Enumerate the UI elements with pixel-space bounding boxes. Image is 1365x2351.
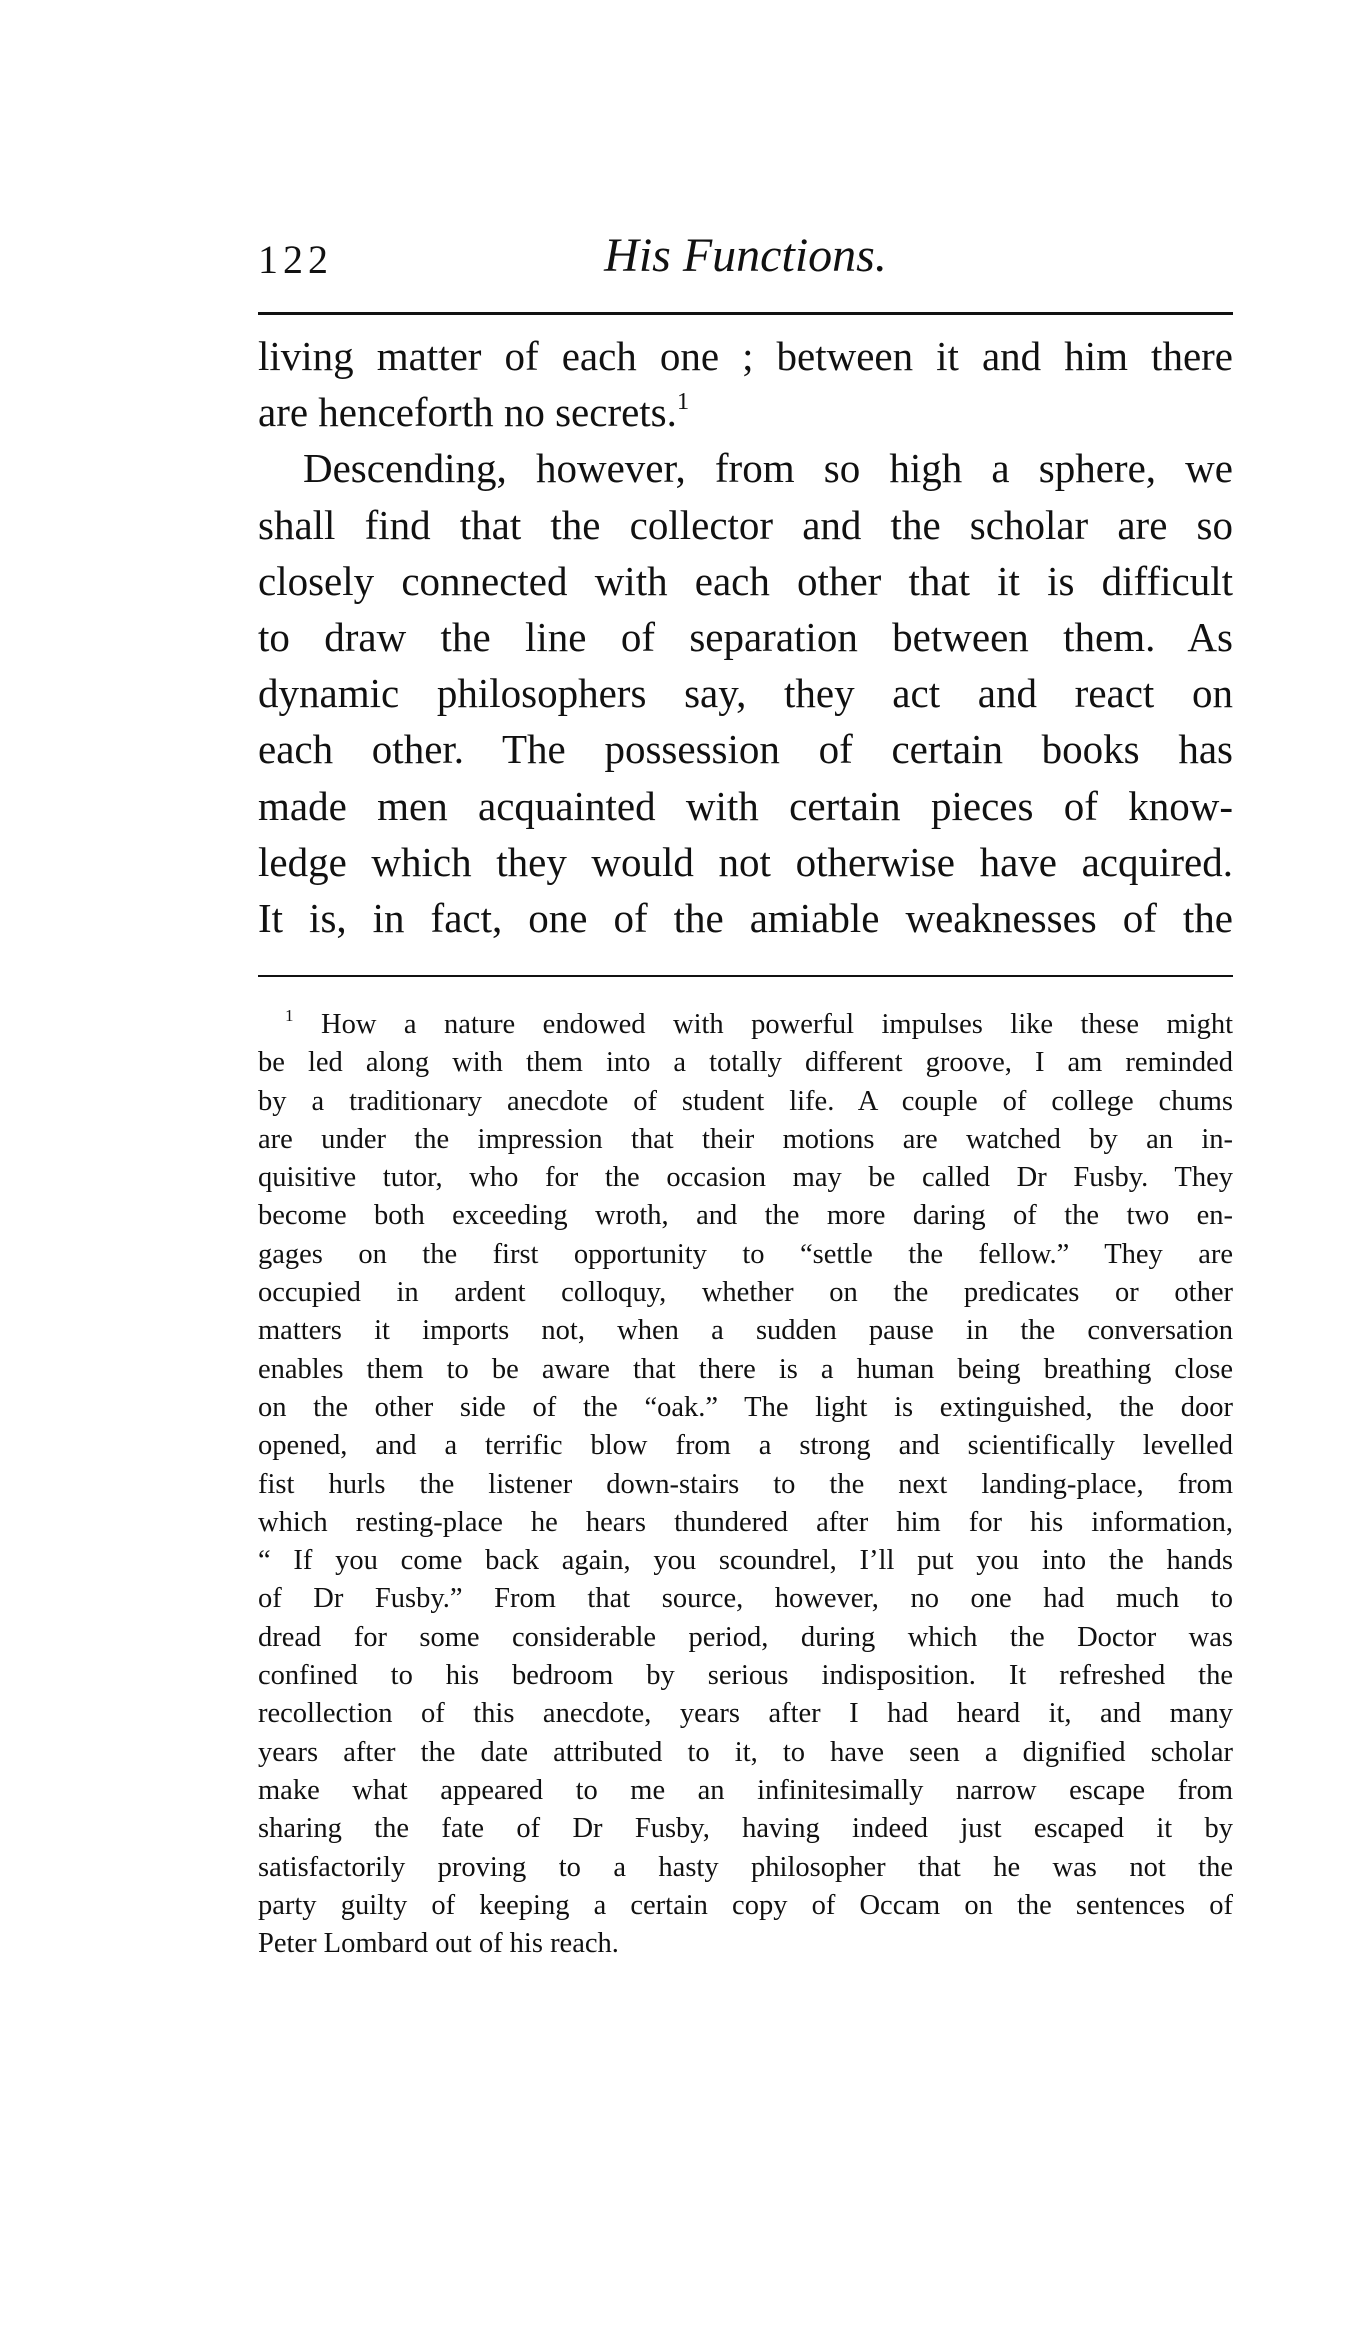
footnote-line-text: be led along with them into a totally different groove, I am reminded [258, 1047, 1233, 1079]
footnote-line-text: by a traditionary anecdote of student life. A couple of college chums [258, 1085, 1233, 1117]
body-line-text: closely connected with each other that it is difficult [258, 557, 1233, 604]
header-rule [258, 312, 1233, 315]
body-line [258, 328, 1233, 384]
body-line-text: each other. The possession of certain books has [258, 726, 1233, 773]
footnote-line-text: dread for some considerable period, during which the Doctor was [258, 1621, 1233, 1653]
footnote-line-text: enables them to be aware that there is a human being breathing close [258, 1353, 1233, 1385]
body-line-text: It is, in fact, one of the amiable weaknesses of the [258, 894, 1233, 941]
footnote-line-text: fist hurls the listener down-stairs to the next landing-place, from [258, 1468, 1233, 1500]
footnote-line [258, 1121, 1233, 1159]
footnote-line [258, 1006, 1233, 1044]
body-line [258, 721, 1233, 777]
footnote-line [258, 1504, 1233, 1542]
footnote-line-text: make what appeared to me an infinitesimally narrow escape from [258, 1774, 1233, 1806]
footnote-line-text: matters it imports not, when a sudden pause in the conversation [258, 1315, 1233, 1347]
body-line [258, 440, 1233, 496]
body-line [258, 834, 1233, 890]
body-line-text: living matter of each one ; between it and him there [258, 333, 1233, 379]
body-line [258, 890, 1233, 946]
footnote-line [258, 1849, 1233, 1887]
body-line-text: to draw the line of separation between them. As [258, 613, 1233, 660]
footnote-line-text: quisitive tutor, who for the occasion may be called Dr Fusby. They [258, 1162, 1233, 1194]
footnote-line-text: gages on the first opportunity to “settle the fellow.” They are [258, 1238, 1233, 1270]
body-line [258, 778, 1233, 834]
footnote-line [258, 1542, 1233, 1580]
body-line [258, 665, 1233, 721]
footnote-line [258, 1580, 1233, 1618]
footnote-line [258, 1657, 1233, 1695]
footnote-line [258, 1925, 1233, 1963]
footnote-line-text: on the other side of the “oak.” The light is extinguished, the door [258, 1391, 1233, 1423]
footnote-line-text: which resting-place he hears thundered after him for his information, [258, 1506, 1233, 1538]
body-line [258, 497, 1233, 553]
body-line [258, 609, 1233, 665]
body-line-text: made men acquainted with certain pieces of know- [258, 782, 1233, 829]
footnote-line-text: confined to his bedroom by serious indisposition. It refreshed the [258, 1660, 1233, 1692]
footnote-line [258, 1887, 1233, 1925]
body-line-text: ledge which they would not otherwise have acquired. [258, 838, 1233, 885]
body-line [258, 553, 1233, 609]
footnote-line [258, 1389, 1233, 1427]
footnote-line-text: satisfactorily proving to a hasty philosopher that he was not the [258, 1851, 1233, 1883]
footnote-line-text: become both exceeding wroth, and the more daring of the two en- [258, 1200, 1233, 1232]
footnote-line [258, 1810, 1233, 1848]
footnote-line-text: are under the impression that their motions are watched by an in- [258, 1123, 1233, 1155]
footnote-marker: 1 [285, 1006, 294, 1026]
footnote-line-text: How a nature endowed with powerful impulses like these might [321, 1009, 1234, 1040]
footnote-line-text: “ If you come back again, you scoundrel, I’ll put you into the hands [258, 1545, 1233, 1577]
body-line-text: dynamic philosophers say, they act and react on [258, 670, 1233, 717]
footnote-line [258, 1083, 1233, 1121]
footnote-line [258, 1274, 1233, 1312]
running-title: His Functions. [604, 229, 887, 282]
body-line [258, 384, 1233, 440]
footnote-line [258, 1044, 1233, 1082]
footnote-line-text: of Dr Fusby.” From that source, however, no one had much to [258, 1583, 1233, 1615]
footnote-line [258, 1427, 1233, 1465]
footnote-line-text: Peter Lombard out of his reach. [258, 1928, 619, 1960]
footnote-line [258, 1466, 1233, 1504]
footnote-line-text: sharing the fate of Dr Fusby, having indeed just escaped it by [258, 1813, 1233, 1845]
footnote-line-text: party guilty of keeping a certain copy of Occam on the sentences of [258, 1889, 1233, 1921]
footnote-line [258, 1351, 1233, 1389]
body-line-text: are henceforth no secrets. [258, 389, 677, 436]
footnote [258, 1006, 1233, 1963]
footnote-line [258, 1619, 1233, 1657]
footnote-line-text: years after the date attributed to it, to have seen a dignified scholar [258, 1736, 1233, 1768]
page-number: 122 [258, 237, 333, 282]
footnote-line-text: recollection of this anecdote, years after I had heard it, and many [258, 1698, 1233, 1730]
footnote-reference: 1 [676, 387, 690, 415]
footnote-line [258, 1772, 1233, 1810]
body-text [258, 328, 1233, 946]
footnote-line [258, 1734, 1233, 1772]
footnote-line [258, 1236, 1233, 1274]
footnote-line-text: occupied in ardent colloquy, whether on the predicates or other [258, 1277, 1233, 1309]
footnote-line [258, 1312, 1233, 1350]
footnote-line [258, 1695, 1233, 1733]
footnote-line-text: opened, and a terrific blow from a strong and scientifically levelled [258, 1430, 1233, 1462]
body-line-text: Descending, however, from so high a sphere, we [303, 445, 1233, 492]
body-line-text: shall find that the collector and the scholar are so [258, 501, 1233, 548]
footnote-rule [258, 975, 1233, 977]
footnote-line [258, 1197, 1233, 1235]
footnote-line [258, 1159, 1233, 1197]
